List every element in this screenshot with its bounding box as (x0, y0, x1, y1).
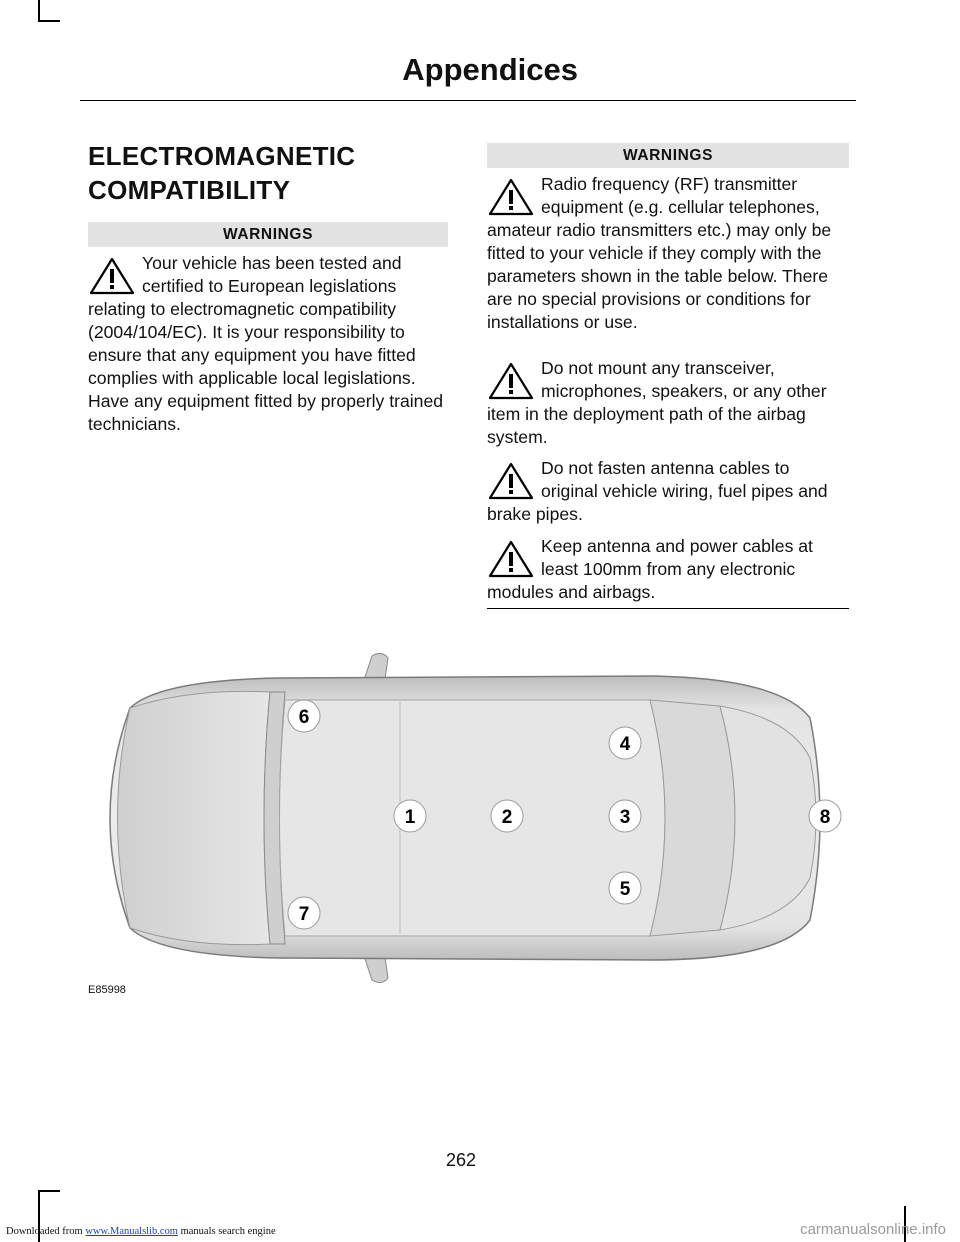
marker-3 (609, 800, 641, 832)
marker-label-8: 8 (819, 807, 831, 828)
marker-label-4: 4 (619, 734, 631, 755)
manualslib-link[interactable]: www.Manualslib.com (85, 1226, 178, 1237)
marker-label-5: 5 (619, 879, 631, 900)
figure-code: E85998 (88, 984, 126, 996)
warnings-end-divider (487, 608, 849, 609)
warnings-bar-left: WARNINGS (88, 222, 448, 247)
warning-text-2: Do not mount any transceiver, microphones, speakers, or any other item in the deployment path of the airbag system. (487, 358, 827, 447)
page-number: 262 (446, 1150, 477, 1170)
warning-triangle-icon (88, 256, 136, 296)
marker-label-7: 7 (298, 904, 310, 925)
warnings-bar-right: WARNINGS (487, 143, 849, 168)
warning-triangle-icon (487, 461, 535, 501)
marker-6 (288, 700, 320, 732)
warning-paragraph-4 (487, 535, 851, 604)
heading-line-1: ELECTROMAGNETIC (88, 141, 356, 171)
marker-5 (609, 872, 641, 904)
warning-paragraph-3 (487, 457, 851, 526)
footer-prefix: Downloaded from (6, 1226, 83, 1237)
warning-paragraph-left (88, 252, 450, 436)
marker-label-6: 6 (298, 707, 310, 728)
title-divider (80, 100, 856, 101)
download-footer (6, 1226, 276, 1237)
marker-1 (394, 800, 426, 832)
warning-triangle-icon (487, 539, 535, 579)
marker-7 (288, 897, 320, 929)
warning-text-1: Radio frequency (RF) transmitter equipment (e.g. cellular telephones, amateur radio transmitters etc.) may only be fitted to your vehicle if they comply with the parameters shown in the table below. There are no special provisions or conditions for installations or use. (487, 174, 832, 332)
footer-suffix: manuals search engine (180, 1226, 276, 1237)
warning-text-4: Keep antenna and power cables at least 100mm from any electronic modules and airbags. (487, 536, 813, 602)
section-heading (88, 139, 448, 207)
page-title: Appendices (402, 52, 578, 87)
warning-paragraph-1 (487, 173, 851, 334)
watermark-text: carmanualsonline.info (800, 1221, 946, 1238)
marker-label-1: 1 (404, 807, 416, 828)
car-roof (280, 700, 666, 936)
marker-label-2: 2 (501, 807, 513, 828)
heading-line-2: COMPATIBILITY (88, 175, 291, 205)
warning-triangle-icon (487, 177, 535, 217)
car-hood (118, 691, 271, 944)
vehicle-top-view-illustration (90, 648, 850, 988)
crop-mark-bottom-left-h (38, 1190, 60, 1192)
marker-8 (809, 800, 841, 832)
warning-text-3: Do not fasten antenna cables to original vehicle wiring, fuel pipes and brake pipes. (487, 458, 828, 524)
crop-mark-top-left-h (38, 20, 60, 22)
crop-mark-top-left-v (38, 0, 40, 22)
marker-4 (609, 727, 641, 759)
warning-triangle-icon (487, 361, 535, 401)
marker-2 (491, 800, 523, 832)
marker-label-3: 3 (619, 807, 631, 828)
warning-text-left: Your vehicle has been tested and certified to European legislations relating to electromagnetic compatibility (2004/104/EC). It is your responsibility to ensure that any equipment you have fitted complies with applicable local legislations. Have any equipment fitted by properly trained technicians. (88, 253, 444, 434)
warning-paragraph-2 (487, 357, 851, 449)
